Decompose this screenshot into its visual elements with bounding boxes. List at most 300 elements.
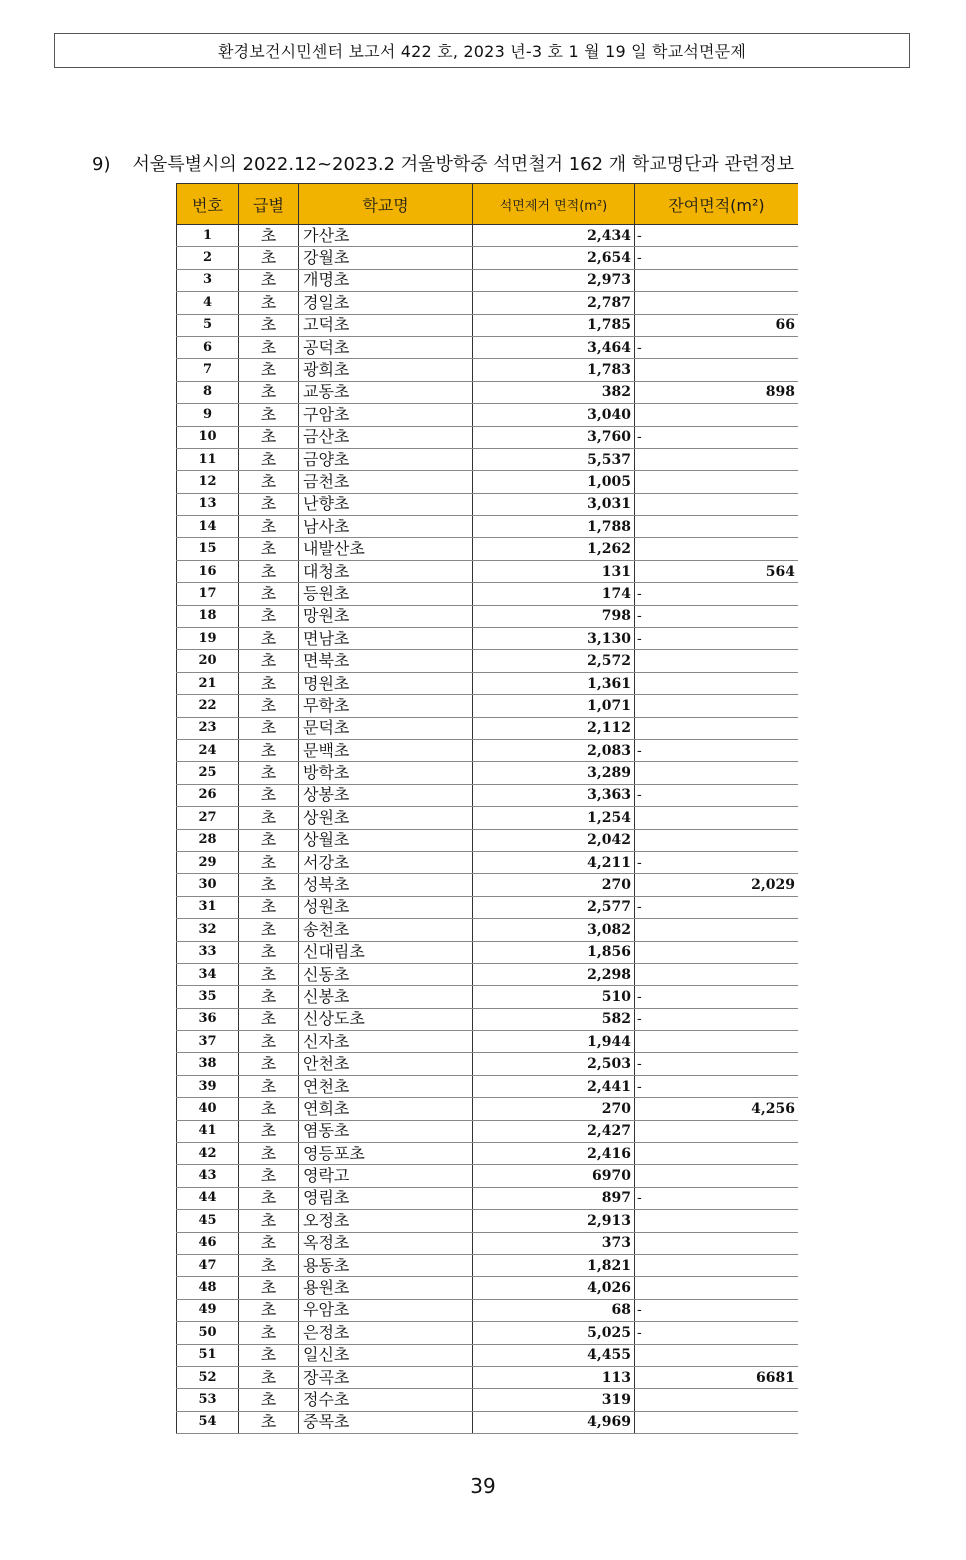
cell-no: 14: [177, 516, 239, 538]
cell-remaining-area: -: [635, 1322, 799, 1344]
cell-level: 초: [239, 650, 299, 672]
table-row: [177, 1254, 799, 1276]
cell-removed-area: 1,856: [473, 941, 635, 963]
cell-no: 53: [177, 1389, 239, 1411]
cell-remaining-area: -: [635, 784, 799, 806]
cell-school: 면남초: [299, 628, 473, 650]
cell-removed-area: 1,944: [473, 1031, 635, 1053]
cell-removed-area: 4,026: [473, 1277, 635, 1299]
cell-no: 30: [177, 874, 239, 896]
cell-no: 40: [177, 1098, 239, 1120]
cell-no: 38: [177, 1053, 239, 1075]
table-row: [177, 919, 799, 941]
cell-level: 초: [239, 628, 299, 650]
cell-removed-area: 1,254: [473, 807, 635, 829]
table-row: [177, 1031, 799, 1053]
table-row: [177, 1075, 799, 1097]
cell-no: 9: [177, 404, 239, 426]
cell-remaining-area: [635, 650, 799, 672]
cell-removed-area: 3,289: [473, 762, 635, 784]
cell-removed-area: 2,042: [473, 829, 635, 851]
cell-removed-area: 1,005: [473, 471, 635, 493]
cell-school: 교동초: [299, 381, 473, 403]
school-table: [176, 183, 798, 1434]
cell-level: 초: [239, 1299, 299, 1321]
cell-school: 개명초: [299, 269, 473, 291]
table-row: [177, 807, 799, 829]
cell-school: 상봉초: [299, 784, 473, 806]
table-row: [177, 583, 799, 605]
cell-remaining-area: -: [635, 851, 799, 873]
table-row: [177, 1366, 799, 1388]
cell-no: 11: [177, 448, 239, 470]
table-row: [177, 1299, 799, 1321]
cell-no: 37: [177, 1031, 239, 1053]
cell-no: 3: [177, 269, 239, 291]
cell-level: 초: [239, 1277, 299, 1299]
cell-remaining-area: 898: [635, 381, 799, 403]
cell-level: 초: [239, 695, 299, 717]
cell-school: 면북초: [299, 650, 473, 672]
cell-remaining-area: [635, 269, 799, 291]
table-row: [177, 784, 799, 806]
cell-no: 34: [177, 963, 239, 985]
cell-removed-area: 2,572: [473, 650, 635, 672]
cell-no: 29: [177, 851, 239, 873]
cell-level: 초: [239, 1232, 299, 1254]
cell-no: 25: [177, 762, 239, 784]
table-row: [177, 1344, 799, 1366]
cell-school: 우암초: [299, 1299, 473, 1321]
cell-level: 초: [239, 919, 299, 941]
cell-removed-area: 373: [473, 1232, 635, 1254]
cell-level: 초: [239, 1344, 299, 1366]
cell-removed-area: 4,455: [473, 1344, 635, 1366]
table-row: [177, 874, 799, 896]
cell-no: 36: [177, 1008, 239, 1030]
cell-remaining-area: [635, 919, 799, 941]
table-row: [177, 560, 799, 582]
section-title: [92, 150, 794, 176]
cell-remaining-area: [635, 471, 799, 493]
table-row: [177, 1210, 799, 1232]
cell-no: 22: [177, 695, 239, 717]
table-row: [177, 963, 799, 985]
table-row: [177, 225, 799, 247]
cell-level: 초: [239, 874, 299, 896]
cell-removed-area: 2,577: [473, 896, 635, 918]
cell-level: 초: [239, 538, 299, 560]
cell-level: 초: [239, 471, 299, 493]
cell-school: 대청초: [299, 560, 473, 582]
cell-remaining-area: [635, 493, 799, 515]
cell-level: 초: [239, 762, 299, 784]
cell-no: 8: [177, 381, 239, 403]
table-row: [177, 829, 799, 851]
table-row: [177, 448, 799, 470]
table-row: [177, 292, 799, 314]
cell-removed-area: 5,537: [473, 448, 635, 470]
table-row: [177, 851, 799, 873]
cell-remaining-area: -: [635, 986, 799, 1008]
cell-removed-area: 1,821: [473, 1254, 635, 1276]
cell-no: 24: [177, 739, 239, 761]
cell-removed-area: 2,787: [473, 292, 635, 314]
cell-school: 영등포초: [299, 1143, 473, 1165]
cell-level: 초: [239, 1098, 299, 1120]
cell-school: 경일초: [299, 292, 473, 314]
table-row: [177, 896, 799, 918]
cell-no: 27: [177, 807, 239, 829]
cell-remaining-area: -: [635, 1008, 799, 1030]
table-row: [177, 404, 799, 426]
cell-school: 용동초: [299, 1254, 473, 1276]
cell-level: 초: [239, 784, 299, 806]
cell-remaining-area: -: [635, 583, 799, 605]
cell-level: 초: [239, 269, 299, 291]
cell-remaining-area: [635, 1254, 799, 1276]
cell-removed-area: 174: [473, 583, 635, 605]
cell-level: 초: [239, 605, 299, 627]
cell-level: 초: [239, 1187, 299, 1209]
cell-remaining-area: -: [635, 1053, 799, 1075]
cell-level: 초: [239, 829, 299, 851]
cell-remaining-area: [635, 538, 799, 560]
cell-no: 52: [177, 1366, 239, 1388]
cell-no: 16: [177, 560, 239, 582]
table-row: [177, 381, 799, 403]
header-school: 학교명: [299, 184, 473, 225]
cell-level: 초: [239, 1389, 299, 1411]
cell-level: 초: [239, 963, 299, 985]
cell-remaining-area: 66: [635, 314, 799, 336]
cell-level: 초: [239, 225, 299, 247]
cell-level: 초: [239, 493, 299, 515]
cell-no: 50: [177, 1322, 239, 1344]
cell-level: 초: [239, 314, 299, 336]
table-row: [177, 1232, 799, 1254]
cell-no: 39: [177, 1075, 239, 1097]
table-row: [177, 1143, 799, 1165]
cell-no: 10: [177, 426, 239, 448]
cell-no: 6: [177, 336, 239, 358]
cell-remaining-area: [635, 1165, 799, 1187]
cell-school: 상원초: [299, 807, 473, 829]
cell-level: 초: [239, 717, 299, 739]
cell-removed-area: 319: [473, 1389, 635, 1411]
cell-removed-area: 5,025: [473, 1322, 635, 1344]
cell-no: 32: [177, 919, 239, 941]
cell-removed-area: 2,434: [473, 225, 635, 247]
cell-remaining-area: -: [635, 896, 799, 918]
cell-no: 33: [177, 941, 239, 963]
cell-school: 금양초: [299, 448, 473, 470]
cell-level: 초: [239, 1165, 299, 1187]
section-title-text: 서울특별시의 2022.12~2023.2 겨울방학중 석면철거 162 개 학교명단과 관련정보: [132, 154, 795, 175]
cell-school: 정수초: [299, 1389, 473, 1411]
cell-removed-area: 2,973: [473, 269, 635, 291]
cell-removed-area: 68: [473, 1299, 635, 1321]
cell-remaining-area: [635, 941, 799, 963]
cell-removed-area: 270: [473, 1098, 635, 1120]
table-row: [177, 1053, 799, 1075]
cell-remaining-area: -: [635, 739, 799, 761]
cell-remaining-area: -: [635, 628, 799, 650]
cell-remaining-area: [635, 1031, 799, 1053]
section-number: 9): [92, 154, 111, 175]
cell-no: 17: [177, 583, 239, 605]
cell-remaining-area: -: [635, 1299, 799, 1321]
cell-no: 5: [177, 314, 239, 336]
cell-remaining-area: 4,256: [635, 1098, 799, 1120]
table-row: [177, 516, 799, 538]
cell-level: 초: [239, 1075, 299, 1097]
cell-remaining-area: [635, 1143, 799, 1165]
cell-remaining-area: -: [635, 605, 799, 627]
table-row: [177, 628, 799, 650]
cell-school: 고덕초: [299, 314, 473, 336]
cell-level: 초: [239, 426, 299, 448]
cell-school: 금산초: [299, 426, 473, 448]
cell-removed-area: 798: [473, 605, 635, 627]
table-row: [177, 336, 799, 358]
cell-removed-area: 1,785: [473, 314, 635, 336]
cell-level: 초: [239, 1053, 299, 1075]
cell-removed-area: 2,112: [473, 717, 635, 739]
cell-remaining-area: [635, 1389, 799, 1411]
cell-removed-area: 1,783: [473, 359, 635, 381]
cell-school: 방학초: [299, 762, 473, 784]
cell-removed-area: 131: [473, 560, 635, 582]
cell-no: 18: [177, 605, 239, 627]
cell-school: 망원초: [299, 605, 473, 627]
table-row: [177, 762, 799, 784]
cell-no: 44: [177, 1187, 239, 1209]
cell-removed-area: 1,361: [473, 672, 635, 694]
header-level: 급별: [239, 184, 299, 225]
cell-no: 21: [177, 672, 239, 694]
cell-no: 46: [177, 1232, 239, 1254]
cell-no: 45: [177, 1210, 239, 1232]
table-row: [177, 986, 799, 1008]
report-header: [54, 33, 910, 68]
cell-no: 35: [177, 986, 239, 1008]
cell-removed-area: 113: [473, 1366, 635, 1388]
cell-level: 초: [239, 1143, 299, 1165]
cell-no: 51: [177, 1344, 239, 1366]
cell-level: 초: [239, 1254, 299, 1276]
cell-no: 42: [177, 1143, 239, 1165]
table-row: [177, 605, 799, 627]
cell-level: 초: [239, 448, 299, 470]
cell-removed-area: 1,262: [473, 538, 635, 560]
report-header-text: 환경보건시민센터 보고서 422 호, 2023 년-3 호 1 월 19 일 학교석면문제: [217, 42, 746, 61]
table-row: [177, 359, 799, 381]
table-row: [177, 314, 799, 336]
cell-level: 초: [239, 1366, 299, 1388]
cell-level: 초: [239, 247, 299, 269]
header-remaining-area: 잔여면적(m²): [635, 184, 799, 225]
cell-school: 영락고: [299, 1165, 473, 1187]
cell-school: 신상도초: [299, 1008, 473, 1030]
cell-school: 송천초: [299, 919, 473, 941]
cell-removed-area: 582: [473, 1008, 635, 1030]
cell-remaining-area: [635, 1210, 799, 1232]
cell-remaining-area: [635, 1232, 799, 1254]
cell-remaining-area: -: [635, 225, 799, 247]
cell-school: 옥정초: [299, 1232, 473, 1254]
cell-school: 영림초: [299, 1187, 473, 1209]
cell-school: 연희초: [299, 1098, 473, 1120]
cell-removed-area: 3,464: [473, 336, 635, 358]
cell-school: 안천초: [299, 1053, 473, 1075]
cell-no: 47: [177, 1254, 239, 1276]
table-row: [177, 269, 799, 291]
cell-remaining-area: [635, 717, 799, 739]
cell-removed-area: 897: [473, 1187, 635, 1209]
cell-level: 초: [239, 1120, 299, 1142]
table-row: [177, 1277, 799, 1299]
cell-level: 초: [239, 851, 299, 873]
table-row: [177, 1411, 799, 1433]
cell-level: 초: [239, 1322, 299, 1344]
cell-level: 초: [239, 292, 299, 314]
table-row: [177, 695, 799, 717]
cell-school: 남사초: [299, 516, 473, 538]
cell-removed-area: 3,363: [473, 784, 635, 806]
cell-no: 28: [177, 829, 239, 851]
cell-removed-area: 2,416: [473, 1143, 635, 1165]
cell-remaining-area: 564: [635, 560, 799, 582]
cell-remaining-area: [635, 963, 799, 985]
cell-school: 광희초: [299, 359, 473, 381]
cell-remaining-area: [635, 404, 799, 426]
cell-level: 초: [239, 672, 299, 694]
cell-remaining-area: [635, 359, 799, 381]
table-row: [177, 1008, 799, 1030]
cell-remaining-area: -: [635, 426, 799, 448]
cell-level: 초: [239, 359, 299, 381]
cell-remaining-area: [635, 448, 799, 470]
cell-school: 명원초: [299, 672, 473, 694]
cell-level: 초: [239, 583, 299, 605]
cell-remaining-area: [635, 1277, 799, 1299]
cell-removed-area: 3,082: [473, 919, 635, 941]
table-row: [177, 1389, 799, 1411]
cell-removed-area: 2,083: [473, 739, 635, 761]
cell-remaining-area: [635, 292, 799, 314]
cell-no: 41: [177, 1120, 239, 1142]
table-row: [177, 739, 799, 761]
table-body: [177, 225, 799, 1434]
cell-remaining-area: -: [635, 1075, 799, 1097]
table-row: [177, 1098, 799, 1120]
cell-removed-area: 3,031: [473, 493, 635, 515]
cell-school: 등원초: [299, 583, 473, 605]
cell-removed-area: 2,298: [473, 963, 635, 985]
table-row: [177, 426, 799, 448]
cell-remaining-area: [635, 762, 799, 784]
cell-school: 용원초: [299, 1277, 473, 1299]
cell-removed-area: 2,503: [473, 1053, 635, 1075]
cell-remaining-area: [635, 807, 799, 829]
cell-level: 초: [239, 986, 299, 1008]
cell-no: 1: [177, 225, 239, 247]
cell-level: 초: [239, 404, 299, 426]
cell-level: 초: [239, 381, 299, 403]
table-header-row: [177, 184, 799, 225]
table-row: [177, 1187, 799, 1209]
header-removed-area: 석면제거 면적(m²): [473, 184, 635, 225]
cell-removed-area: 2,427: [473, 1120, 635, 1142]
cell-removed-area: 1,788: [473, 516, 635, 538]
cell-school: 강월초: [299, 247, 473, 269]
table-row: [177, 650, 799, 672]
cell-school: 신동초: [299, 963, 473, 985]
cell-school: 금천초: [299, 471, 473, 493]
cell-removed-area: 6970: [473, 1165, 635, 1187]
cell-school: 장곡초: [299, 1366, 473, 1388]
cell-level: 초: [239, 1411, 299, 1433]
cell-school: 가산초: [299, 225, 473, 247]
cell-school: 문백초: [299, 739, 473, 761]
cell-school: 신대림초: [299, 941, 473, 963]
cell-removed-area: 3,040: [473, 404, 635, 426]
cell-remaining-area: -: [635, 1187, 799, 1209]
cell-school: 내발산초: [299, 538, 473, 560]
cell-removed-area: 2,654: [473, 247, 635, 269]
cell-removed-area: 510: [473, 986, 635, 1008]
cell-no: 43: [177, 1165, 239, 1187]
table-row: [177, 471, 799, 493]
cell-level: 초: [239, 941, 299, 963]
cell-no: 48: [177, 1277, 239, 1299]
cell-school: 상월초: [299, 829, 473, 851]
cell-level: 초: [239, 516, 299, 538]
cell-school: 서강초: [299, 851, 473, 873]
cell-removed-area: 270: [473, 874, 635, 896]
cell-remaining-area: [635, 516, 799, 538]
cell-removed-area: 4,211: [473, 851, 635, 873]
cell-removed-area: 2,441: [473, 1075, 635, 1097]
header-no: 번호: [177, 184, 239, 225]
school-table-container: [176, 183, 798, 1435]
cell-no: 7: [177, 359, 239, 381]
table-row: [177, 672, 799, 694]
cell-removed-area: 4,969: [473, 1411, 635, 1433]
table-row: [177, 247, 799, 269]
cell-no: 26: [177, 784, 239, 806]
cell-level: 초: [239, 336, 299, 358]
cell-school: 문덕초: [299, 717, 473, 739]
cell-no: 19: [177, 628, 239, 650]
cell-remaining-area: 2,029: [635, 874, 799, 896]
cell-school: 오정초: [299, 1210, 473, 1232]
table-row: [177, 717, 799, 739]
cell-removed-area: 2,913: [473, 1210, 635, 1232]
cell-remaining-area: [635, 1344, 799, 1366]
cell-remaining-area: 6681: [635, 1366, 799, 1388]
cell-school: 은정초: [299, 1322, 473, 1344]
cell-removed-area: 1,071: [473, 695, 635, 717]
table-row: [177, 941, 799, 963]
table-row: [177, 1322, 799, 1344]
cell-no: 2: [177, 247, 239, 269]
cell-school: 일신초: [299, 1344, 473, 1366]
cell-no: 12: [177, 471, 239, 493]
cell-no: 31: [177, 896, 239, 918]
cell-remaining-area: [635, 1411, 799, 1433]
